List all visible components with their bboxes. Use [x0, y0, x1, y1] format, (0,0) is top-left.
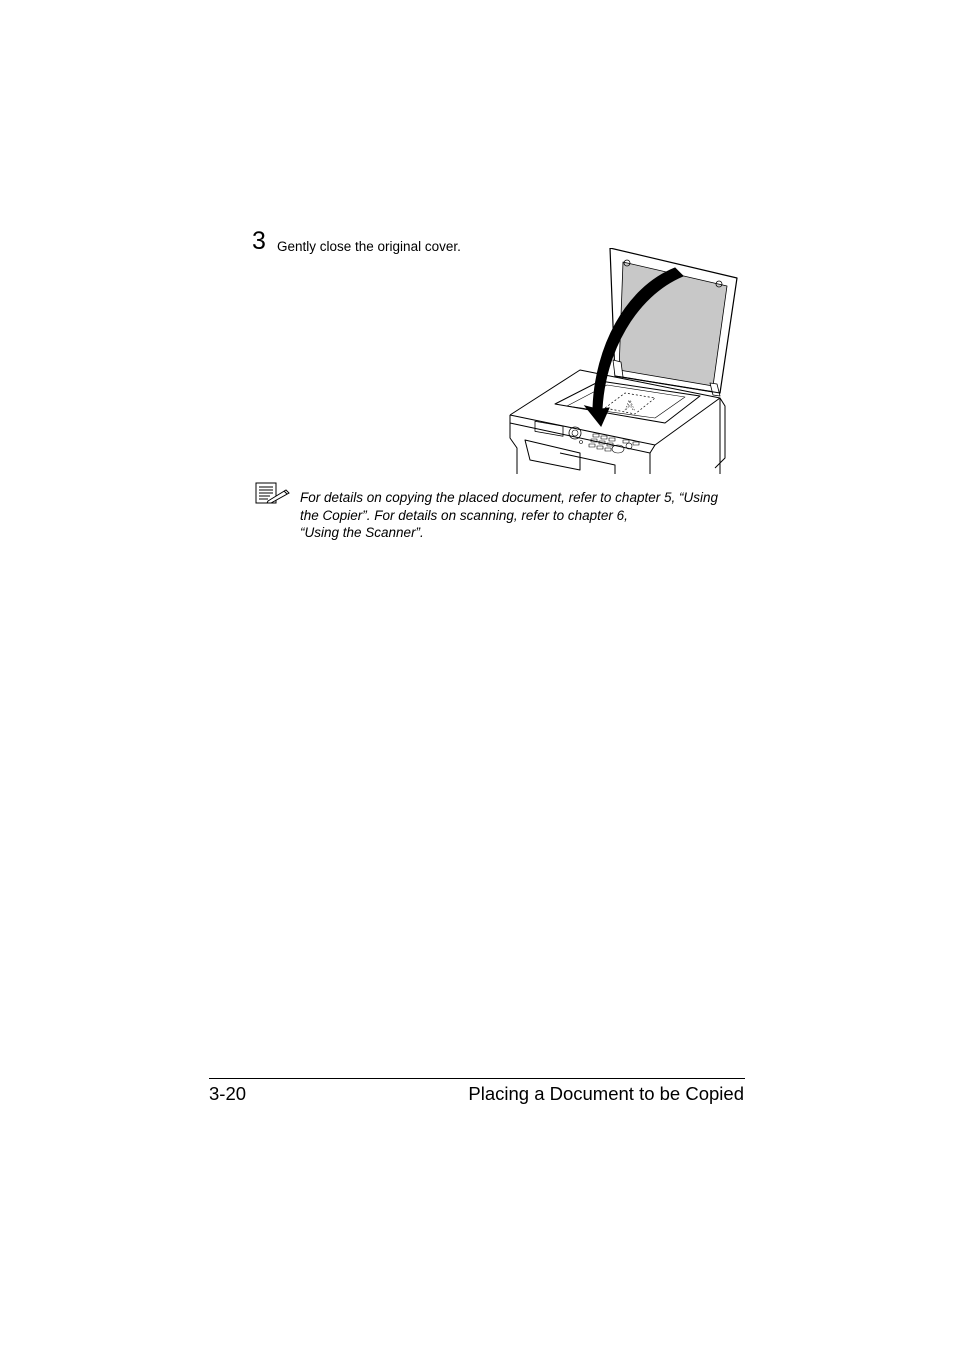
note-text	[300, 489, 750, 542]
note-line: For details on copying the placed document, refer to chapter 5, “Using	[300, 490, 718, 505]
step-number: 3	[252, 227, 266, 255]
note-line: “Using the Scanner”.	[300, 525, 424, 540]
svg-text:A: A	[625, 397, 635, 413]
note-pencil-icon	[254, 482, 290, 504]
footer-divider	[209, 1078, 745, 1079]
step-instruction: Gently close the original cover.	[277, 239, 461, 254]
page-number: 3-20	[209, 1083, 247, 1104]
footer-section-title: Placing a Document to be Copied	[468, 1083, 744, 1104]
note-line: the Copier”. For details on scanning, refer to chapter 6,	[300, 507, 628, 523]
printer-cover-illustration	[505, 248, 745, 474]
